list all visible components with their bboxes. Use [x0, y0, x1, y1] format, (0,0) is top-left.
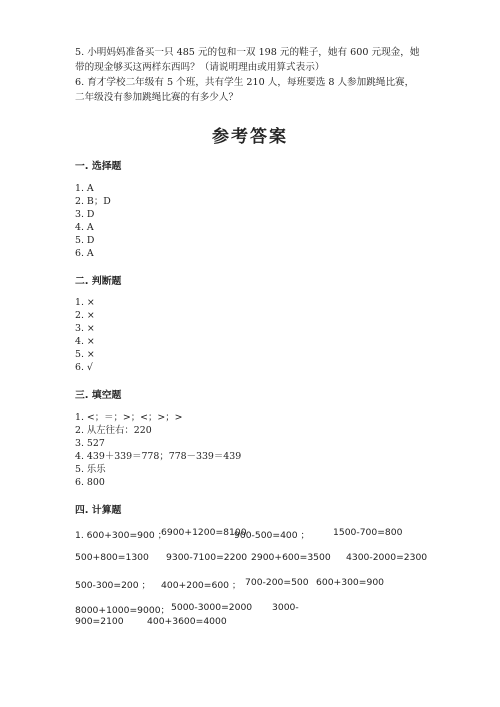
answer-item: 6. 800 — [75, 477, 105, 488]
calc-item: 5000-3000=2000 — [171, 602, 253, 613]
calc-item: 9300-7100=2200 — [166, 552, 248, 563]
answer-title: 参考答案 — [212, 127, 288, 147]
answer-item: 2. 从左往右：220 — [75, 425, 152, 436]
calc-item: 4300-2000=2300 — [346, 552, 428, 563]
section-heading-judgment: 二. 判断题 — [75, 276, 122, 287]
question-5-line-2: 带的现金够买这两样东西吗？（请说明理由或用算式表示） — [75, 62, 325, 73]
calc-item: 3000- — [272, 602, 299, 613]
answer-item: 1. <；＝；>；<；>；> — [75, 412, 183, 423]
answer-item: 1. × — [75, 297, 95, 308]
answer-item: 1. A — [75, 183, 94, 194]
question-6-line-2: 二年级没有参加跳绳比赛的有多少人？ — [75, 92, 239, 103]
section-heading-choice: 一. 选择题 — [75, 161, 122, 172]
answer-item: 2. × — [75, 310, 95, 321]
section-heading-fill-blank: 三. 填空题 — [75, 390, 122, 401]
answer-item: 5. × — [75, 349, 95, 360]
section-heading-calculation: 四. 计算题 — [75, 505, 122, 516]
calc-item: 600+300=900 — [316, 577, 385, 588]
question-6-line-1: 6. 育才学校二年级有 5 个班，共有学生 210 人，每班要选 8 人参加跳绳比赛， — [75, 77, 415, 88]
answer-item: 3. × — [75, 323, 95, 334]
calc-item: 8000+1000=9000； — [75, 605, 170, 616]
answer-item: 4. A — [75, 222, 94, 233]
answer-item: 3. 527 — [75, 438, 105, 449]
question-5-line-1: 5. 小明妈妈准备买一只 485 元的包和一双 198 元的鞋子，她有 600 元现金，她 — [75, 47, 420, 58]
answer-item: 4. × — [75, 336, 95, 347]
calc-item: 700-200=500 — [245, 577, 309, 588]
calc-item: 900=2100 — [75, 616, 124, 627]
answer-item: 5. 乐乐 — [75, 464, 106, 475]
calc-item: 400+200=600 ； — [161, 580, 242, 591]
calc-item: 500+800=1300 — [75, 552, 149, 563]
calc-item: 500-300=200 ； — [75, 580, 151, 591]
calc-item: 1500-700=800 — [333, 527, 403, 538]
answer-item: 6. A — [75, 248, 94, 259]
calc-item: 400+3600=4000 — [147, 616, 227, 627]
calc-item: 900-500=400 ； — [234, 530, 310, 541]
answer-item: 3. D — [75, 209, 95, 220]
calc-item: 2900+600=3500 — [251, 552, 331, 563]
answer-item: 2. B；D — [75, 196, 111, 207]
calc-item: 1. 600+300=900 ； — [75, 530, 167, 541]
answer-item: 4. 439＋339＝778；778－339＝439 — [75, 451, 242, 462]
calc-item: 6900+1200=8100 — [161, 527, 247, 538]
answer-item: 6. √ — [75, 362, 93, 373]
answer-item: 5. D — [75, 235, 95, 246]
